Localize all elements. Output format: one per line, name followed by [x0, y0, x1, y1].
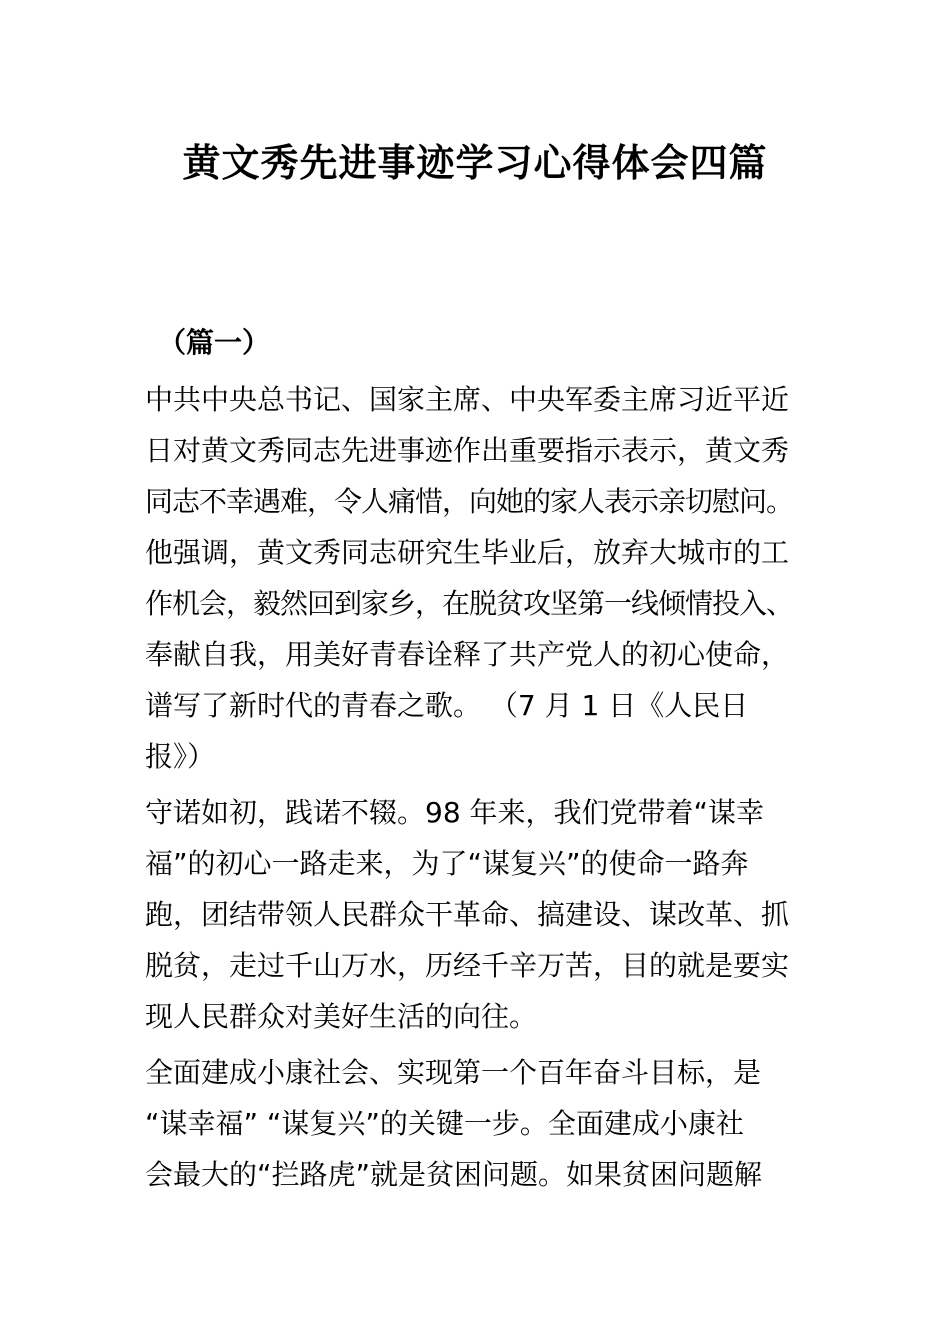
text-line: 现人民群众对美好生活的向往。: [145, 1000, 538, 1033]
text-line: 奉献自我，用美好青春诠释了共产党人的初心使命，: [145, 638, 790, 671]
section-label: （篇一）: [158, 326, 271, 359]
paragraph-1: [145, 374, 835, 782]
document-body: [145, 374, 835, 1200]
paragraph-3: [145, 1047, 835, 1200]
paragraph-2: [145, 787, 835, 1042]
text-line: 全面建成小康社会、实现第一个百年奋斗目标，是: [145, 1056, 762, 1089]
text-line: “谋幸福” “谋复兴”的关键一步。全面建成小康社: [145, 1107, 744, 1140]
text-line: 同志不幸遇难，令人痛惜，向她的家人表示亲切慰问。: [145, 485, 794, 518]
text-line: 中共中央总书记、国家主席、中央军委主席习近平近: [145, 383, 790, 416]
text-line: 守诺如初，践诺不辍。98 年来，我们党带着“谋幸: [145, 796, 765, 829]
text-line: 他强调，黄文秀同志研究生毕业后，放弃大城市的工: [145, 536, 790, 569]
text-line: 作机会，毅然回到家乡，在脱贫攻坚第一线倾情投入、: [145, 587, 794, 620]
text-line: 日对黄文秀同志先进事迹作出重要指示表示，黄文秀: [145, 434, 790, 467]
text-line: 福”的初心一路走来，为了“谋复兴”的使命一路奔: [145, 847, 749, 880]
text-line: 会最大的“拦路虎”就是贫困问题。如果贫困问题解: [145, 1158, 763, 1191]
document-title: 黄文秀先进事迹学习心得体会四篇: [182, 141, 768, 185]
text-line: 报》）: [145, 740, 216, 773]
text-line: 脱贫，走过千山万水，历经千辛万苦，目的就是要实: [145, 949, 790, 982]
text-line: 跑，团结带领人民群众干革命、搞建设、谋改革、抓: [145, 898, 790, 931]
text-line: 谱写了新时代的青春之歌。 （7 月 1 日《人民日: [145, 689, 749, 722]
